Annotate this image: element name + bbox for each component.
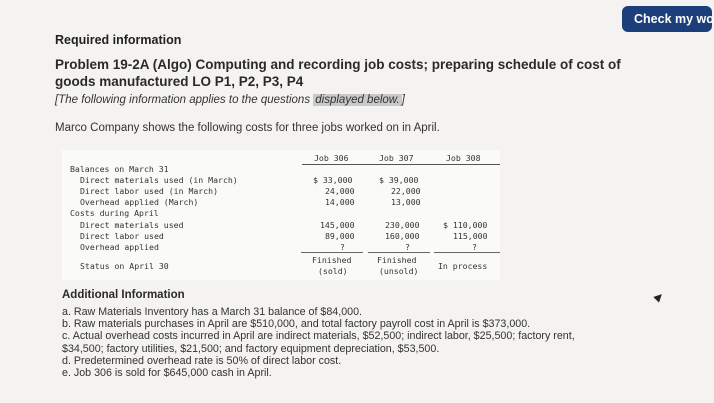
list-item: e. Job 306 is sold for $645,000 cash in April.: [62, 367, 272, 380]
job307-status-2: (unsold): [379, 266, 419, 276]
row-label-dl-april: Direct labor used: [80, 231, 164, 241]
job307-oh-april: ?: [405, 242, 410, 252]
row-label-dm-march: Direct materials used (in March): [80, 175, 238, 185]
job308-dm-april: $ 110,000: [443, 220, 488, 230]
row-label-balances: Balances on March 31: [70, 164, 169, 174]
list-item: c. Actual overhead costs incurred in April are indirect materials, $52,500; indirect labor, $25,500; factory rent,: [62, 330, 575, 343]
job306-oh-march: 14,000: [325, 197, 355, 207]
job306-dl-april: 89,000: [325, 231, 355, 241]
additional-info-heading: Additional Information: [62, 289, 185, 301]
col-job-307: Job 307: [379, 153, 414, 163]
intro-text: Marco Company shows the following costs for three jobs worked on in April.: [55, 122, 440, 134]
job307-status-1: Finished: [377, 255, 417, 265]
row-label-costs-april: Costs during April: [70, 208, 159, 218]
required-information-heading: Required information: [55, 33, 182, 47]
job306-dm-april: 145,000: [320, 220, 355, 230]
row-label-dm-april: Direct materials used: [80, 220, 184, 230]
job307-dl-april: 160,000: [385, 231, 420, 241]
job306-oh-april: ?: [340, 242, 345, 252]
list-item: b. Raw materials purchases in April are $510,000, and total factory payroll cost in April is $373,000.: [62, 318, 531, 331]
job-cost-table: [62, 150, 500, 280]
job306-status-1: Finished: [312, 255, 352, 265]
job308-dl-april: 115,000: [453, 231, 488, 241]
job308-total-line: [434, 252, 500, 253]
note-suffix: ]: [401, 94, 405, 106]
job308-oh-april: ?: [472, 242, 477, 252]
list-item: a. Raw Materials Inventory has a March 31 balance of $84,000.: [62, 306, 363, 318]
cursor-icon: [653, 291, 664, 302]
job307-dl-march: 22,000: [391, 186, 421, 196]
row-label-dl-march: Direct labor used (in March): [80, 186, 219, 196]
list-item: $34,500; factory utilities, $21,500; and factory equipment depreciation, $53,500.: [62, 342, 440, 355]
check-my-work-button[interactable]: Check my wo: [622, 6, 712, 32]
job307-dm-april: 230,000: [385, 220, 420, 230]
row-label-oh-april: Overhead applied: [80, 242, 159, 252]
job307-oh-march: 13,000: [391, 197, 421, 207]
job306-dm-march: $ 33,000: [313, 175, 353, 185]
col-job-306: Job 306: [314, 153, 349, 163]
job306-status-2: (sold): [318, 266, 348, 276]
job306-dl-march: 24,000: [325, 186, 355, 196]
info-note: [55, 94, 405, 106]
note-highlight: displayed below.: [315, 94, 400, 106]
col-job-308: Job 308: [446, 153, 481, 163]
note-prefix: [The following information applies to the questions: [55, 94, 314, 106]
job307-total-line: [368, 252, 430, 253]
list-item: d. Predetermined overhead rate is 50% of direct labor cost.: [62, 354, 342, 367]
job308-status: In process: [438, 261, 488, 271]
row-label-status: Status on April 30: [80, 261, 169, 271]
job306-total-line: [301, 252, 363, 253]
row-label-oh-march: Overhead applied (March): [80, 197, 199, 207]
job307-dm-march: $ 39,000: [379, 175, 419, 185]
problem-title: Problem 19-2A (Algo) Computing and recording job costs; preparing schedule of cost of goods manufactured LO P1, P2, P3, P4: [55, 57, 621, 89]
additional-info-list: [62, 306, 662, 379]
